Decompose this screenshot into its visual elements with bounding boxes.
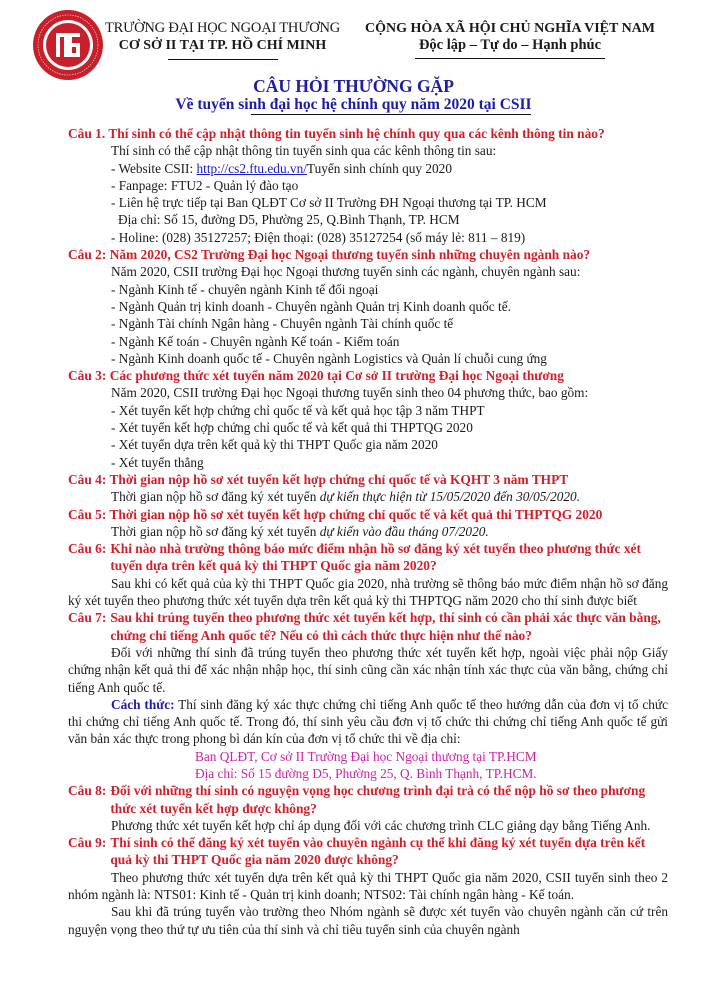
question-3 xyxy=(68,367,668,384)
answer-3-intro: Năm 2020, CSII trường Đại học Ngoại thương tuyển sinh theo 04 phương thức, bao gồm: xyxy=(111,385,589,401)
answer-7: Đối với những thí sinh đã trúng tuyển theo phương thức xét tuyển kết hợp, ngoài việc phải nộp Giấy chứng nhận kết quả thi để xác nhận nhập học, thí sinh cũng cần xác nhận tính xác thực của văn bằng, chứng chỉ tiếng Anh quốc tế. xyxy=(68,644,668,695)
subtitle-underline xyxy=(251,114,531,115)
website-link[interactable]: http://cs2.ftu.edu.vn/ xyxy=(196,160,307,176)
question-text: Khi nào nhà trường thông báo mức điểm nhận hồ sơ đăng ký xét tuyển theo phương thức xét tuyển dựa trên kết quả kỳ thi THPT Quốc gia năm 2020? xyxy=(110,541,641,574)
website-label: - Website CSII: xyxy=(111,160,197,176)
answer-4 xyxy=(68,488,668,505)
list-item: - Ngành Kinh tế - chuyên ngành Kinh tế đối ngoại xyxy=(111,281,379,297)
question-label: Câu 7: xyxy=(68,610,107,626)
list-item: - Ngành Quản trị kinh doanh - Chuyên ngành Quản trị Kinh doanh quốc tế. xyxy=(111,298,511,314)
header-right-underline xyxy=(415,58,605,59)
question-label: Câu 2: xyxy=(68,247,107,263)
list-item: - Xét tuyển kết hợp chứng chỉ quốc tế và kết quả thi THPTQG 2020 xyxy=(111,420,473,436)
answer-1-address: Địa chỉ: Số 15, đường D5, Phường 25, Q.Bình Thạnh, TP. HCM xyxy=(118,212,460,228)
question-text: Đối với những thí sinh có nguyện vọng học chương trình đại trà có thể nộp hồ sơ theo phương thức xét tuyển kết hợp được không? xyxy=(110,783,646,816)
answer-6: Sau khi có kết quả của kỳ thi THPT Quốc gia 2020, nhà trường sẽ thông báo mức điểm nhận hồ sơ đăng ký xét tuyển theo phương thức xét tuyển dựa trên kết quả kỳ thi THPTQG năm 2020 cho thí sinh được biết xyxy=(68,575,668,609)
answer-1-hotline: - Holine: (028) 35127257; Điện thoại: (028) 35127254 (số máy lẻ: 811 – 819) xyxy=(111,229,526,245)
question-6 xyxy=(68,540,668,575)
question-4 xyxy=(68,471,668,488)
method-text: Thí sinh đăng ký xác thực chứng chỉ tiếng Anh quốc tế theo hướng dẫn của đơn vị tổ chức thi chứng chỉ tiếng Anh quốc tế. Trong đó, thí sinh yêu cầu đơn vị tổ chức thi chứng chỉ tiếng Anh quốc tế gửi văn bản xác thực trong phong bì dán kín của đơn vị tổ chức thi về địa chỉ: xyxy=(68,696,668,747)
answer-5 xyxy=(68,523,668,540)
question-label: Câu 3: xyxy=(68,368,107,384)
list-item: - Ngành Kinh doanh quốc tế - Chuyên ngành Logistics và Quản lí chuỗi cung ứng xyxy=(111,350,547,366)
answer-text: Thời gian nộp hồ sơ đăng ký xét tuyển xyxy=(111,489,320,505)
answer-9-part2: Sau khi đã trúng tuyển vào trường theo Nhóm ngành sẽ được xét tuyển vào chuyên ngành căn cứ trên nguyện vọng theo thứ tự ưu tiên của thí sinh và chỉ tiêu tuyển sinh của chuyên ngành xyxy=(68,904,668,937)
question-7 xyxy=(68,609,668,644)
answer-8: Phương thức xét tuyển kết hợp chỉ áp dụng đối với các chương trình CLC giảng dạy bằng Tiếng Anh. xyxy=(111,817,651,833)
question-text: Sau khi trúng tuyển theo phương thức xét tuyển kết hợp, thí sinh có cần phải xác thực văn bằng, chứng chỉ tiếng Anh quốc tế? Nếu có thì cách thức thực hiện như thế nào? xyxy=(110,610,661,643)
header-left-underline xyxy=(168,59,278,60)
answer-1-intro: Thí sinh có thể cập nhật thông tin tuyển sinh qua các kênh thông tin sau: xyxy=(111,143,497,159)
question-text: Thời gian nộp hồ sơ xét tuyển kết hợp chứng chỉ quốc tế và kết quả thi THPTQG 2020 xyxy=(109,506,603,522)
website-suffix: Tuyển sinh chính quy 2020 xyxy=(306,160,452,176)
question-5 xyxy=(68,506,668,523)
question-label: Câu 8: xyxy=(68,783,107,799)
method-label: Cách thức: xyxy=(111,696,175,712)
question-text: Thời gian nộp hồ sơ xét tuyển kết hợp chứng chỉ quốc tế và KQHT 3 năm THPT xyxy=(109,471,569,487)
question-text: Năm 2020, CS2 Trường Đại học Ngoại thương tuyển sinh những chuyên ngành nào? xyxy=(109,247,591,263)
answer-7-method xyxy=(68,696,668,748)
question-1 xyxy=(68,125,668,142)
question-label: Câu 9: xyxy=(68,835,107,851)
national-motto: Độc lập – Tự do – Hạnh phúc xyxy=(418,37,602,53)
answer-9-part1: Theo phương thức xét tuyển dựa trên kết quả kỳ thi THPT Quốc gia năm 2020, CSII tuyển sinh theo 2 nhóm ngành là: NTS01: Kinh tế - Quản trị kinh doanh; NTS02: Tài chính ngân hàng - Kế toán. xyxy=(68,869,668,903)
question-label: Câu 6: xyxy=(68,541,107,557)
list-item: - Ngành Tài chính Ngân hàng - Chuyên ngành Tài chính quốc tế xyxy=(111,316,454,332)
answer-1-contact: - Liên hệ trực tiếp tại Ban QLĐT Cơ sở II Trường ĐH Ngoại thương tại TP. HCM xyxy=(111,195,547,211)
answer-dates: dự kiến thực hiện từ 15/05/2020 đến 30/05/2020. xyxy=(319,489,581,505)
national-header xyxy=(345,20,675,59)
list-item: - Xét tuyển thẳng xyxy=(111,454,204,470)
list-item: - Xét tuyển dựa trên kết quả kỳ thi THPT Quốc gia năm 2020 xyxy=(111,437,438,453)
question-text: Thí sinh có thể đăng ký xét tuyển vào chuyên ngành cụ thể khi đăng ký xét tuyển dựa trên kết quả kỳ thi THPT Quốc gia năm 2020 được không? xyxy=(110,835,646,868)
question-text: Thí sinh có thể cập nhật thông tin tuyển sinh hệ chính quy qua các kênh thông tin nào? xyxy=(108,126,605,141)
campus-name: CƠ SỞ II TẠI TP. HỒ CHÍ MINH xyxy=(118,38,327,53)
document-title xyxy=(0,76,707,115)
question-text: Các phương thức xét tuyển năm 2020 tại Cơ sở II trường Đại học Ngoại thương xyxy=(109,368,564,384)
answer-1-fanpage: - Fanpage: FTU2 - Quản lý đào tạo xyxy=(111,177,299,193)
page-subtitle: Về tuyển sinh đại học hệ chính quy năm 2020 tại CSII xyxy=(175,96,532,113)
question-2 xyxy=(68,246,668,263)
mailing-address-street: Địa chỉ: Số 15 đường D5, Phường 25, Q. Bình Thạnh, TP.HCM. xyxy=(195,765,537,781)
university-name: TRƯỜNG ĐẠI HỌC NGOẠI THƯƠNG xyxy=(104,20,341,36)
answer-text: Thời gian nộp hồ sơ đăng ký xét tuyển xyxy=(111,523,320,539)
question-label: Câu 1. xyxy=(68,126,106,141)
question-label: Câu 5: xyxy=(68,506,107,522)
university-header xyxy=(100,20,345,60)
answer-1-website xyxy=(68,160,668,177)
national-title: CỘNG HÒA XÃ HỘI CHỦ NGHĨA VIỆT NAM xyxy=(364,21,655,36)
question-label: Câu 4: xyxy=(68,471,107,487)
faq-content xyxy=(68,125,668,938)
question-8 xyxy=(68,782,668,817)
ftu-university-seal-icon xyxy=(32,9,104,81)
answer-2-intro: Năm 2020, CSII trường Đại học Ngoại thương tuyển sinh các ngành, chuyên ngành sau: xyxy=(111,264,581,280)
answer-dates: dự kiến vào đầu tháng 07/2020. xyxy=(319,523,489,539)
page-title: CÂU HỎI THƯỜNG GẶP xyxy=(253,76,454,96)
mailing-address-office: Ban QLĐT, Cơ sở II Trường Đại học Ngoại thương tại TP.HCM xyxy=(195,748,537,764)
list-item: - Xét tuyển kết hợp chứng chỉ quốc tế và kết quả học tập 3 năm THPT xyxy=(111,402,485,418)
question-9 xyxy=(68,834,668,869)
list-item: - Ngành Kế toán - Chuyên ngành Kế toán - Kiểm toán xyxy=(111,333,400,349)
